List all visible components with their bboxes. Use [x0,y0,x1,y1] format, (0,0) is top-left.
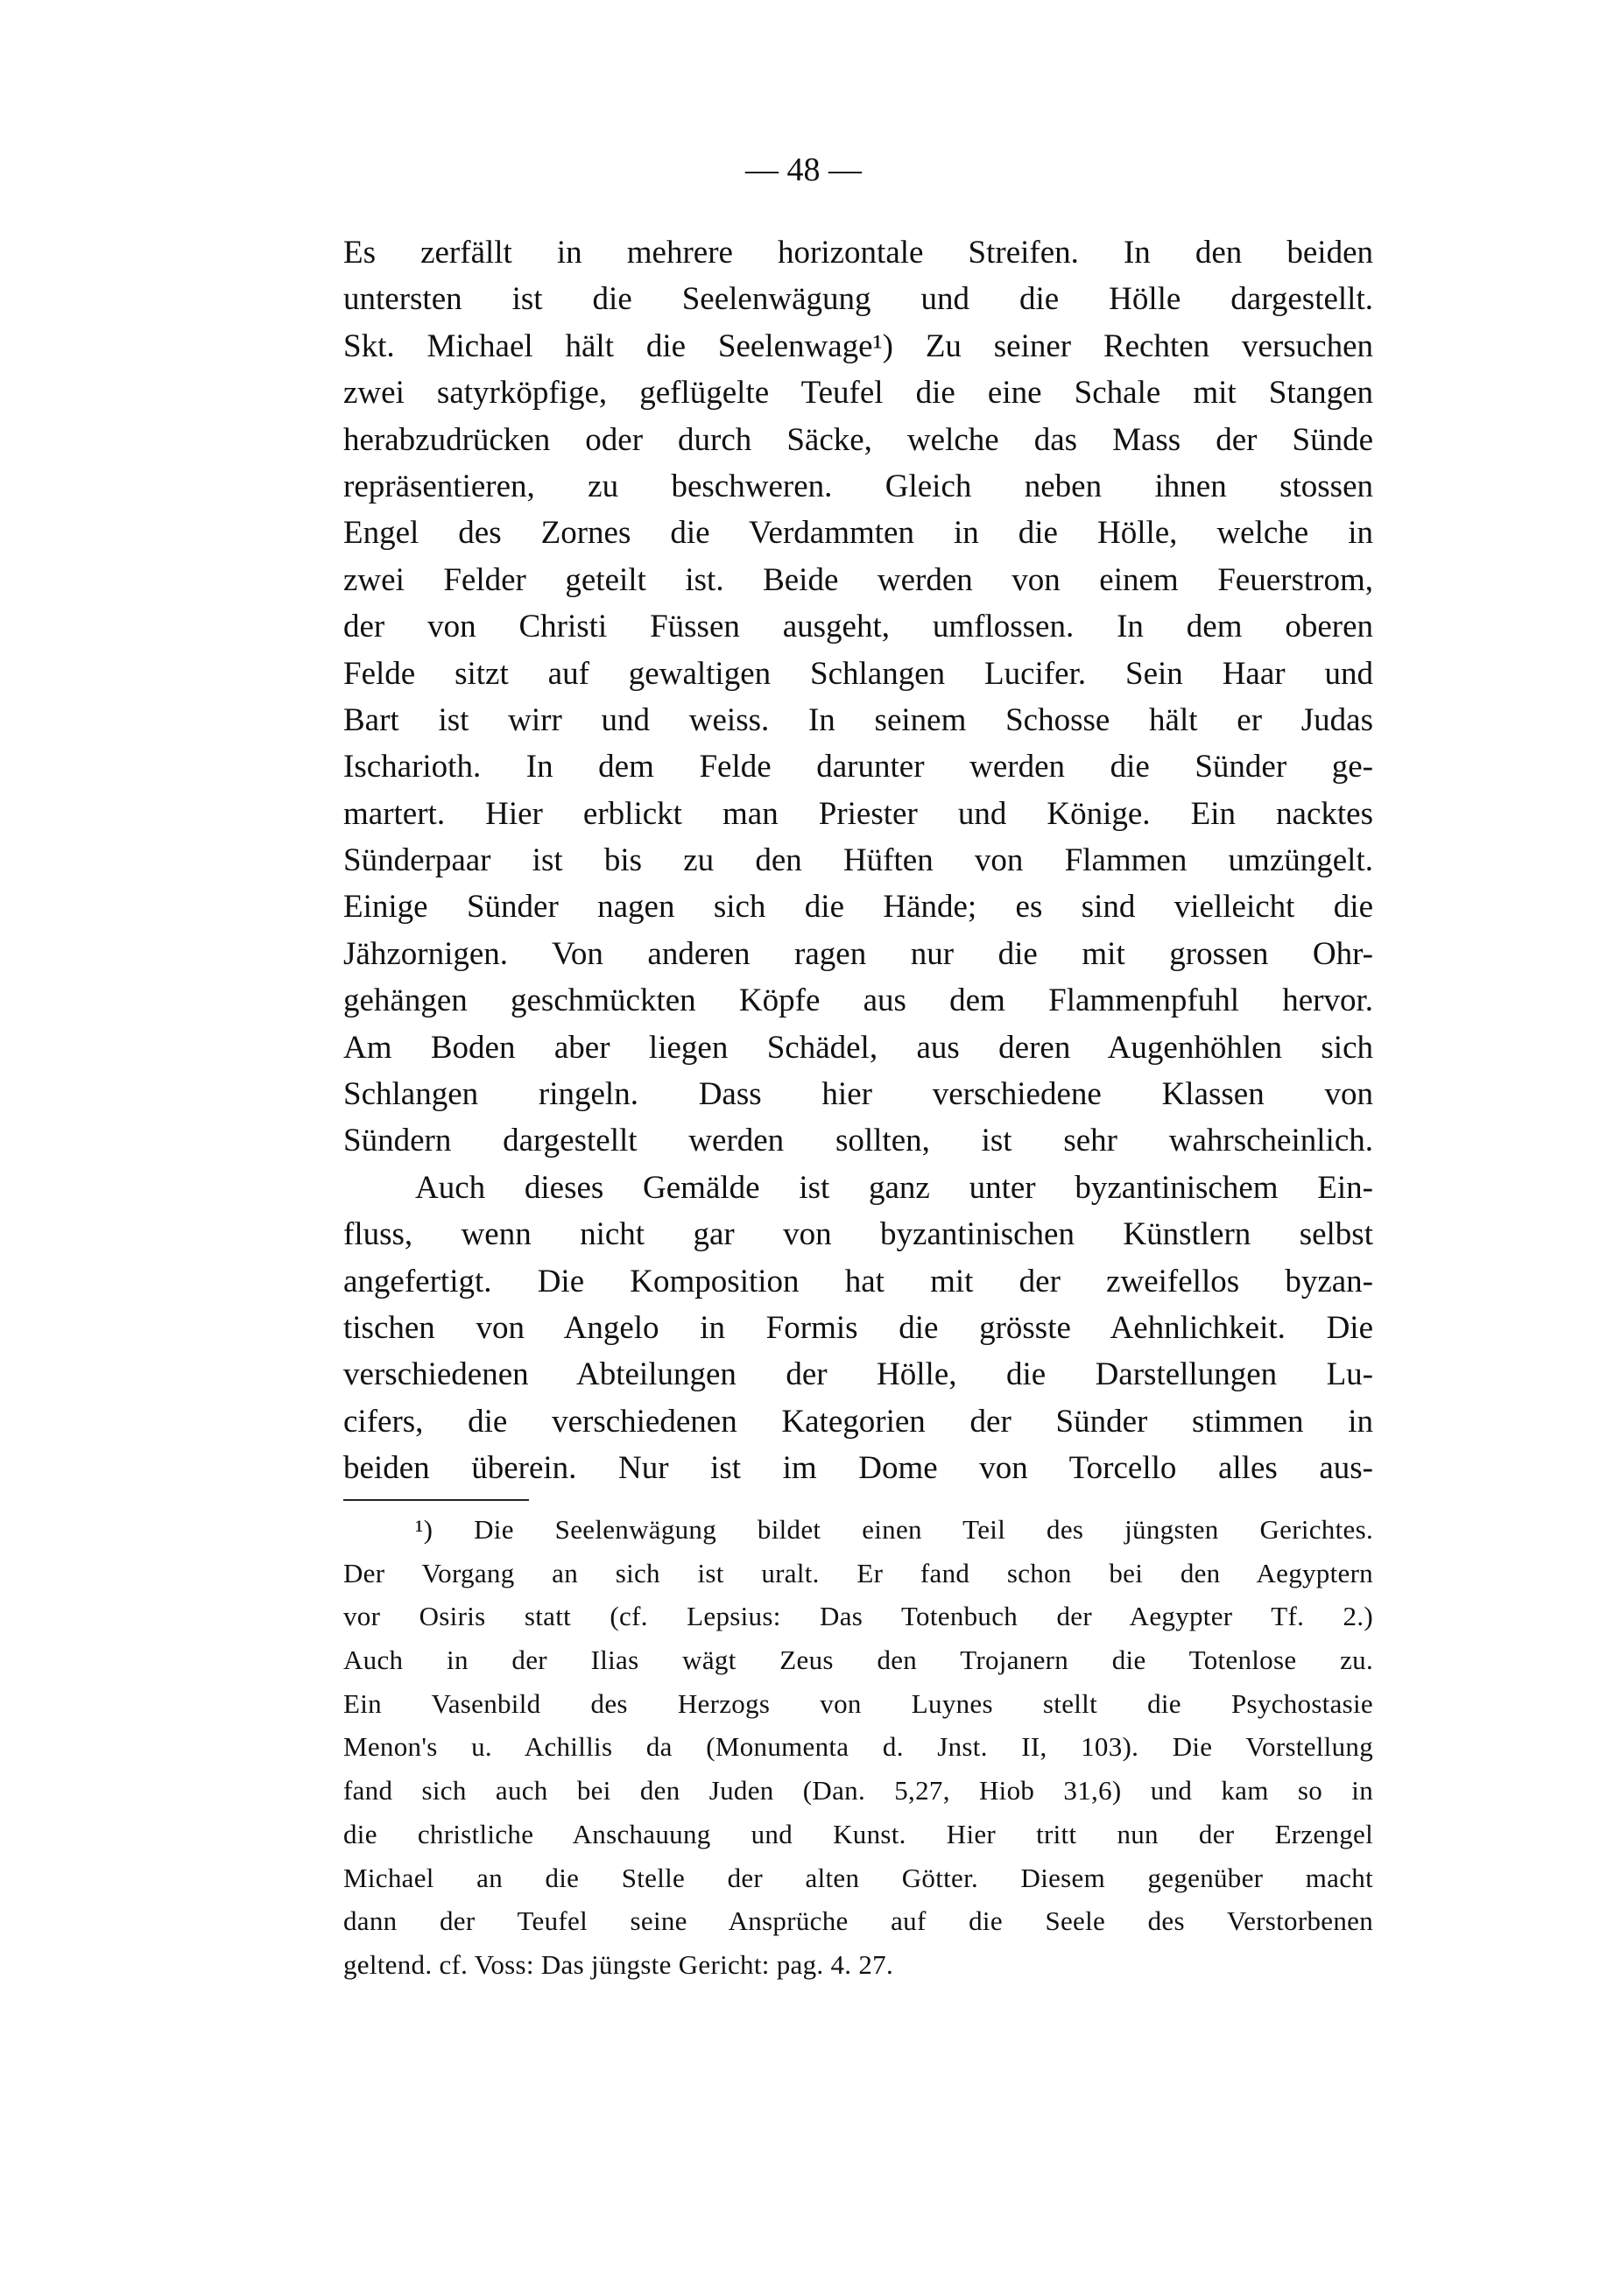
body-line: Ischarioth. In dem Felde darunter werden die Sünder ge- [343,749,1373,785]
body-line: fluss, wenn nicht gar von byzantinischen Künstlern selbst [343,1216,1373,1253]
footnote-line: Ein Vasenbild des Herzogs von Luynes stellt die Psychostasie [343,1687,1373,1719]
body-line: Skt. Michael hält die Seelenwage¹) Zu seiner Rechten versuchen [343,327,1373,364]
body-line: Sünderpaar ist bis zu den Hüften von Flammen umzüngelt. [343,842,1373,879]
body-line: Bart ist wirr und weiss. In seinem Schosse hält er Judas [343,701,1373,738]
body-line: Sündern dargestellt werden sollten, ist sehr wahrscheinlich. [343,1123,1373,1159]
body-line: angefertigt. Die Komposition hat mit der zweifellos byzan- [343,1263,1373,1299]
body-line: Am Boden aber liegen Schädel, aus deren Augenhöhlen sich [343,1029,1373,1066]
body-line: Einige Sünder nagen sich die Hände; es sind vielleicht die [343,889,1373,926]
footnote-line: Michael an die Stelle der alten Götter. Diesem gegenüber macht [343,1862,1373,1893]
body-line: tischen von Angelo in Formis die grösste Aehnlichkeit. Die [343,1309,1373,1346]
body-line: Engel des Zornes die Verdammten in die Hölle, welche in [343,515,1373,552]
footnote-line: Menon's u. Achillis da (Monumenta d. Jnst. II, 103). Die Vorstellung [343,1731,1373,1763]
body-line: beiden überein. Nur ist im Dome von Torcello alles aus- [343,1450,1373,1487]
body-line: verschiedenen Abteilungen der Hölle, die Darstellungen Lu- [343,1356,1373,1393]
body-line: gehängen geschmückten Köpfe aus dem Flammenpfuhl hervor. [343,982,1373,1019]
footnote [343,1508,1373,1987]
body-line: Jähzornigen. Von anderen ragen nur die mit grossen Ohr- [343,935,1373,972]
footnote-line: ¹) Die Seelenwägung bildet einen Teil des jüngsten Gerichtes. [415,1514,1373,1545]
footnote-line: Auch in der Ilias wägt Zeus den Trojanern die Totenlose zu. [343,1645,1373,1676]
footnote-line: die christliche Anschauung und Kunst. Hier tritt nun der Erzengel [343,1818,1373,1849]
body-line: repräsentieren, zu beschweren. Gleich neben ihnen stossen [343,468,1373,504]
body-line: martert. Hier erblickt man Priester und Könige. Ein nacktes [343,795,1373,832]
footnote-line: vor Osiris statt (cf. Lepsius: Das Totenbuch der Aegypter Tf. 2.) [343,1601,1373,1632]
footnote-line: geltend. cf. Voss: Das jüngste Gericht: pag. 4. 27. [343,1948,894,1980]
footnote-line: dann der Teufel seine Ansprüche auf die Seele des Verstorbenen [343,1905,1373,1937]
page-number: — 48 — [745,151,862,188]
footnote-line: fand sich auch bei den Juden (Dan. 5,27, Hiob 31,6) und kam so in [343,1775,1373,1807]
body-line: Es zerfällt in mehrere horizontale Streifen. In den beiden [343,235,1373,271]
body-text [343,229,1373,1492]
body-line: der von Christi Füssen ausgeht, umflossen. In dem oberen [343,609,1373,645]
footnote-line: Der Vorgang an sich ist uralt. Er fand schon bei den Aegyptern [343,1557,1373,1588]
body-line: cifers, die verschiedenen Kategorien der Sünder stimmen in [343,1403,1373,1440]
footnote-rule [343,1499,529,1501]
body-line: herabzudrücken oder durch Säcke, welche das Mass der Sünde [343,421,1373,458]
body-line: Felde sitzt auf gewaltigen Schlangen Lucifer. Sein Haar und [343,655,1373,692]
body-line: zwei satyrköpfige, geflügelte Teufel die eine Schale mit Stangen [343,375,1373,412]
body-line: Auch dieses Gemälde ist ganz unter byzantinischem Ein- [415,1169,1373,1206]
body-line: untersten ist die Seelenwägung und die Hölle dargestellt. [343,281,1373,318]
body-line: Schlangen ringeln. Dass hier verschiedene Klassen von [343,1076,1373,1113]
body-line: zwei Felder geteilt ist. Beide werden von einem Feuerstrom, [343,561,1373,598]
